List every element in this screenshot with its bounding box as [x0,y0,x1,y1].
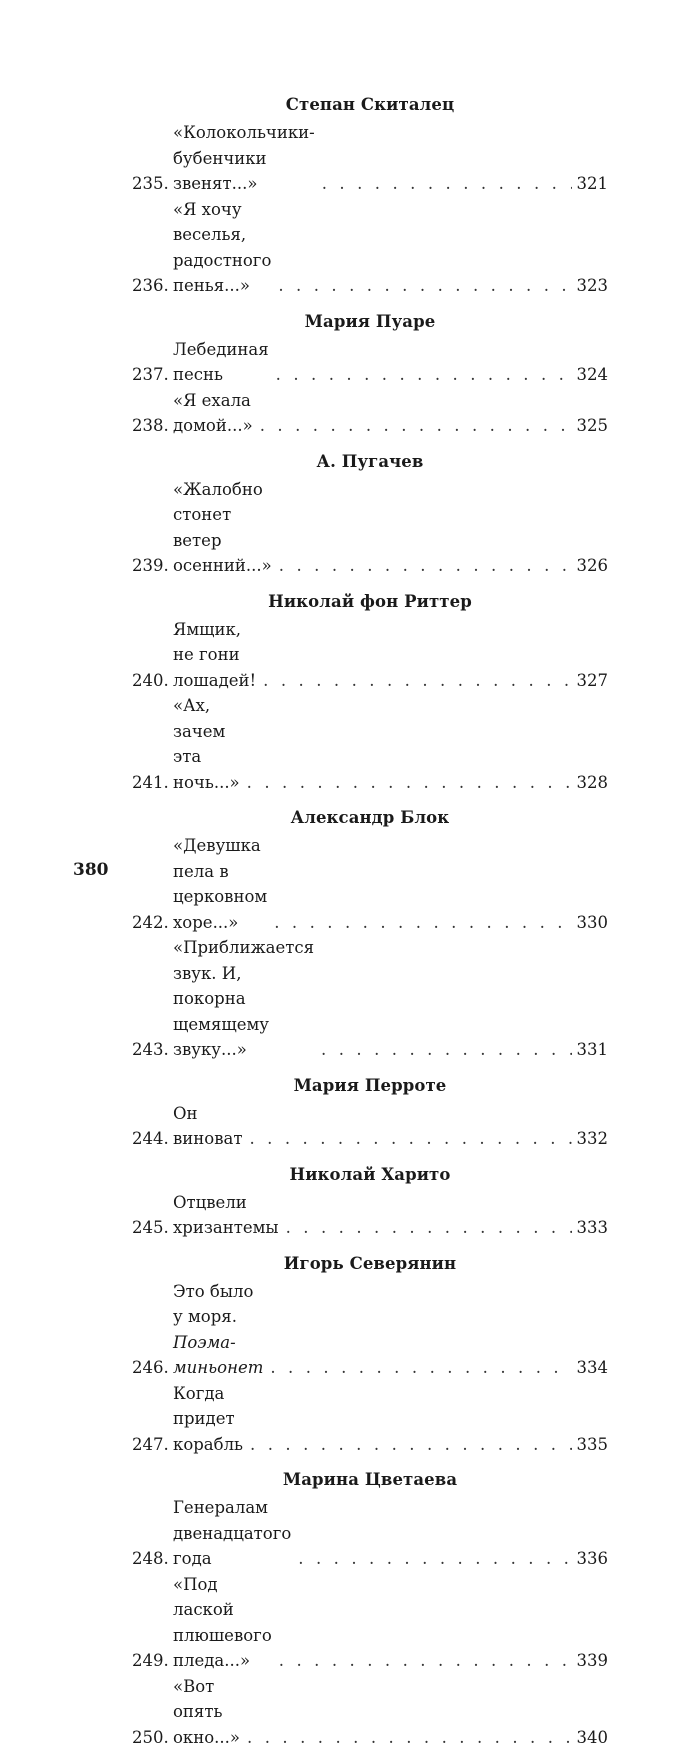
entry-title: Отцвели хризантемы [173,1193,279,1238]
dot-leader [276,362,572,388]
toc-entry[interactable] [132,617,608,694]
entry-number: 249. [132,1648,173,1674]
entry-number: 239. [132,553,173,579]
dot-leader [249,1126,571,1152]
dot-leader [322,171,572,197]
toc-entry[interactable] [132,1495,608,1572]
entry-number: 240. [132,668,173,694]
entry-page-number: 339 [577,1648,609,1674]
entry-title: «Приближается звук. И, покорна [173,938,314,1008]
author-heading: Николай фон Риттер [132,587,608,617]
author-heading: Марина Цветаева [132,1465,608,1495]
entry-title-continuation: щемящему звуку...» [173,1012,314,1063]
toc-entry[interactable] [132,197,608,299]
author-heading: Александр Блок [132,803,608,833]
dot-leader [279,553,572,579]
table-of-contents [132,90,608,1750]
dot-leader [298,1546,571,1572]
toc-entry[interactable] [132,1572,608,1674]
entry-number: 238. [132,413,173,439]
entry-title: «Жалобно стонет ветер осенний...» [173,480,272,576]
entry-number: 244. [132,1126,173,1152]
toc-entry[interactable] [132,337,608,388]
dot-leader [247,770,572,796]
entry-number: 236. [132,273,173,299]
dot-leader [260,413,572,439]
entry-title: «Девушка пела в церковном хоре...» [173,836,267,932]
entry-title: Когда придет корабль [173,1384,243,1454]
entry-title: «Ах, зачем эта ночь...» [173,696,240,792]
author-heading: Николай Харито [132,1160,608,1190]
entry-subtitle: Поэма-миньонет [173,1333,263,1378]
entry-number: 241. [132,770,173,796]
entry-number: 246. [132,1355,173,1381]
entry-page-number: 336 [577,1546,609,1572]
entry-title: Лебединая песнь [173,340,269,385]
entry-title: «Я ехала домой...» [173,391,253,436]
dot-leader [274,910,571,936]
author-heading: Игорь Северянин [132,1249,608,1279]
entry-number: 242. [132,910,173,936]
dot-leader [247,1725,572,1750]
entry-title: Генералам двенадцатого года [173,1498,291,1568]
dot-leader [278,273,571,299]
entry-page-number: 323 [577,273,609,299]
toc-entry[interactable] [132,1101,608,1152]
toc-entry[interactable] [132,1279,608,1381]
entry-page-number: 333 [577,1215,609,1241]
toc-entry[interactable] [132,693,608,795]
entry-title: Он виноват [173,1104,242,1149]
entry-title: «Я хочу веселья, радостного пенья...» [173,200,271,296]
dot-leader [286,1215,572,1241]
entry-page-number: 325 [577,413,609,439]
entry-page-number: 326 [577,553,609,579]
author-heading: Мария Перроте [132,1071,608,1101]
toc-entry[interactable] [132,935,608,1063]
entry-page-number: 332 [577,1126,609,1152]
dot-leader [250,1432,571,1458]
entry-number: 248. [132,1546,173,1572]
toc-entry[interactable] [132,833,608,935]
entry-number: 237. [132,362,173,388]
toc-entry[interactable] [132,120,608,197]
entry-page-number: 340 [577,1725,609,1750]
entry-number: 243. [132,1037,173,1063]
author-heading: А. Пугачев [132,447,608,477]
entry-page-number: 330 [577,910,609,936]
toc-entry[interactable] [132,1190,608,1241]
dot-leader [263,668,571,694]
entry-title: «Вот опять окно...» [173,1677,240,1747]
page-folio-number: 380 [73,858,109,883]
toc-entry[interactable] [132,1381,608,1458]
entry-page-number: 327 [577,668,609,694]
toc-entry[interactable] [132,477,608,579]
entry-title: Ямщик, не гони лошадей! [173,620,256,690]
dot-leader [321,1037,571,1063]
entry-page-number: 324 [577,362,609,388]
entry-title: «Колокольчики-бубенчики звенят...» [173,123,315,193]
entry-number: 235. [132,171,173,197]
entry-number: 250. [132,1725,173,1750]
entry-page-number: 331 [577,1037,609,1063]
author-heading: Мария Пуаре [132,307,608,337]
toc-entry[interactable] [132,1674,608,1750]
entry-page-number: 328 [577,770,609,796]
entry-number: 245. [132,1215,173,1241]
author-heading: Степан Скиталец [132,90,608,120]
entry-page-number: 334 [577,1355,609,1381]
dot-leader [270,1355,571,1381]
entry-title: «Под лаской плюшевого пледа...» [173,1575,272,1671]
entry-title: Это было у моря. [173,1282,253,1327]
toc-entry[interactable] [132,388,608,439]
entry-page-number: 335 [577,1432,609,1458]
entry-page-number: 321 [577,171,609,197]
entry-number: 247. [132,1432,173,1458]
dot-leader [279,1648,572,1674]
